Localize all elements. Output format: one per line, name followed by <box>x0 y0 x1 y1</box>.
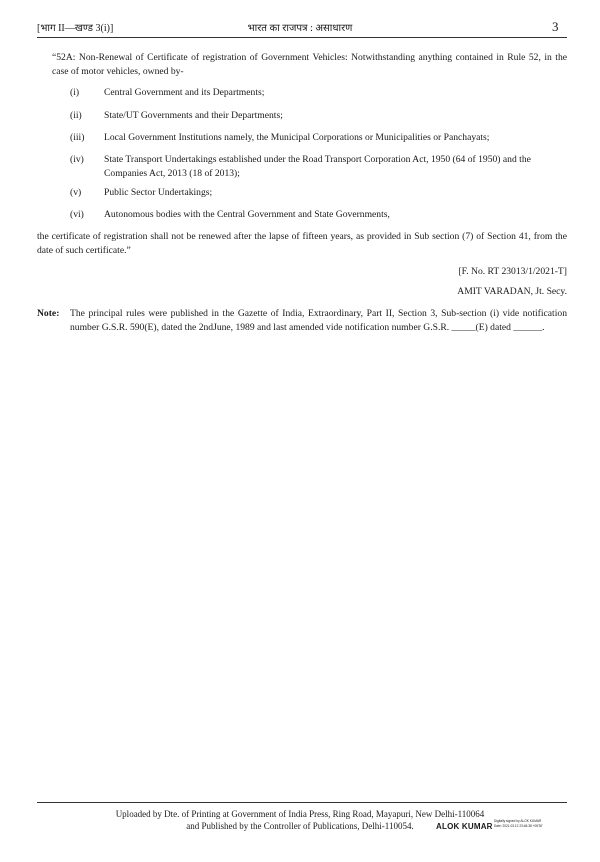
list-item-text: Central Government and its Departments; <box>104 87 265 98</box>
signatory: AMIT VARADAN, Jt. Secy. <box>457 286 567 297</box>
note-label-text: Note <box>37 308 57 319</box>
list-item-number: (i) <box>70 87 80 98</box>
footer-uploaded-by: Uploaded by Dte. of Printing at Government of India Press, Ring Road, Mayapuri, New Delhi-110064 <box>115 809 485 819</box>
file-reference: [F. No. RT 23013/1/2021-T] <box>458 266 567 277</box>
note-text: The principal rules were published in the Gazette of India, Extraordinary, Part II, Section 3, Sub-section (i) vide notification number G.S.R. 590(E), dated the 2ndJune, 1989 and last amended vide notification number G.S.R. _____(E) dated ______. <box>70 308 567 333</box>
list-item-text: State/UT Governments and their Departments; <box>104 110 283 121</box>
list-item-text: Local Government Institutions namely, the Municipal Corporations or Municipalities or Panchayats; <box>104 132 490 143</box>
list-item-number: (iii) <box>70 132 85 143</box>
signature-signed-by: Digitally signed by ALOK KUMAR <box>494 819 542 823</box>
signature-date: Date: 2021.03.12 23:46:38 +05'30' <box>494 823 543 828</box>
footer-published-by: and Published by the Controller of Publications, Delhi-110054. <box>186 821 414 831</box>
digital-signature-details <box>494 819 564 828</box>
list-item-text: State Transport Undertakings established under the Road Transport Corporation Act, 1950 (64 of 1950) and the Companies Act, 2013 (18 of 2013); <box>104 154 531 179</box>
list-item-text: Public Sector Undertakings; <box>104 187 213 198</box>
list-item-number: (ii) <box>70 110 82 121</box>
list-item-number: (iv) <box>70 154 84 165</box>
header-divider <box>37 37 567 38</box>
conclusion-paragraph: the certificate of registration shall not be renewed after the lapse of fifteen years, as provided in Sub section (7) of Section 41, from the date of such certificate.” <box>37 231 567 256</box>
list-item-number: (v) <box>70 187 82 198</box>
note-label: Note: <box>37 308 60 319</box>
digital-signature-name: ALOK KUMAR <box>436 822 493 831</box>
gazette-title: भारत का राजपत्र : असाधारण <box>247 23 353 34</box>
header-part-section: [भाग II—खण्ड 3(i)] <box>37 23 114 34</box>
footer-divider <box>37 802 567 803</box>
page-number: 3 <box>552 19 559 34</box>
list-item-number: (vi) <box>70 209 84 220</box>
rule-52a-intro: “52A: Non-Renewal of Certificate of registration of Government Vehicles: Notwithstanding anything contained in Rule 52, in the case of motor vehicles, owned by- <box>52 52 567 77</box>
list-item-text: Autonomous bodies with the Central Government and State Governments, <box>104 209 390 220</box>
